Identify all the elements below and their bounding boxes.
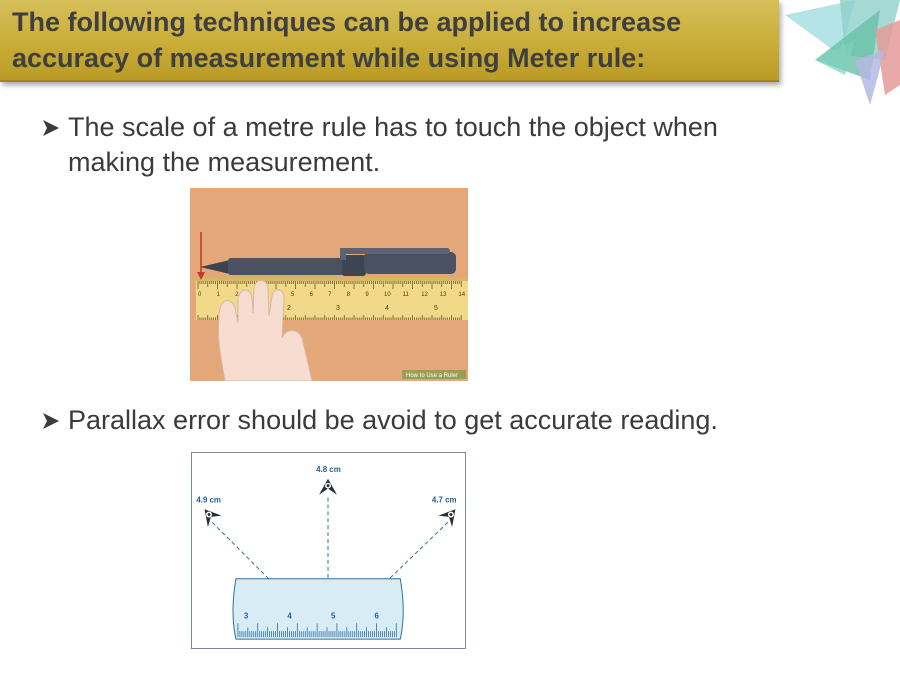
scale-number: 4 [287, 611, 292, 621]
right-reading-label: 4.7 cm [431, 495, 457, 505]
scale-number: 3 [243, 611, 249, 621]
center-reading-label: 4.8 cm [316, 464, 341, 474]
parallax-diagram-image [191, 452, 466, 649]
ruler-top-number: 13 [439, 292, 447, 298]
ruler-top-number: 11 [402, 292, 409, 298]
pen-on-ruler-image [190, 188, 468, 381]
ruler-top-number: 2 [235, 292, 239, 298]
bullet-1-line-1: The scale of a metre rule has to touch the object when [68, 112, 718, 142]
ruler-top-number: 14 [458, 292, 466, 298]
ruler-top-number: 0 [198, 292, 202, 298]
eye-icon [438, 504, 462, 528]
corner-decoration-icon [785, 0, 900, 110]
ruler-bottom-number: 5 [434, 305, 438, 312]
left-reading-label: 4.9 cm [196, 495, 221, 505]
ruler-top-number: 5 [291, 292, 295, 298]
bullet-2-line-1: Parallax error should be avoid to get accurate reading. [68, 405, 718, 435]
ruler-top-number: 6 [309, 292, 313, 298]
ruler-bottom-number: 3 [336, 305, 340, 312]
eye-icon [319, 479, 337, 495]
scale-number: 6 [374, 611, 379, 621]
bullet-1 [38, 112, 888, 182]
bullet-2 [38, 405, 888, 441]
ruler-top-number: 12 [421, 292, 428, 298]
eye-icon [198, 504, 222, 528]
ruler-bottom-number: 4 [385, 305, 389, 312]
ruler-bottom-number: 2 [287, 305, 291, 312]
title-line-2: accuracy of measurement while using Meter rule: [12, 43, 646, 73]
ruler-top-number: 8 [346, 292, 351, 298]
ruler-top-number: 10 [384, 292, 391, 298]
watermark-text: How to Use a Ruler [406, 373, 459, 379]
ruler-top-number: 7 [328, 292, 332, 298]
title-banner [0, 0, 779, 82]
arrow-bullet-icon [38, 408, 64, 434]
bullet-1-line-2: making the measurement. [68, 147, 381, 177]
title-line-1: The following techniques can be applied to increase [12, 7, 682, 37]
ruler-top-number: 9 [365, 292, 369, 298]
arrow-bullet-icon [38, 115, 64, 141]
ruler-top-number: 1 [216, 292, 220, 298]
scale-number: 5 [330, 611, 336, 621]
